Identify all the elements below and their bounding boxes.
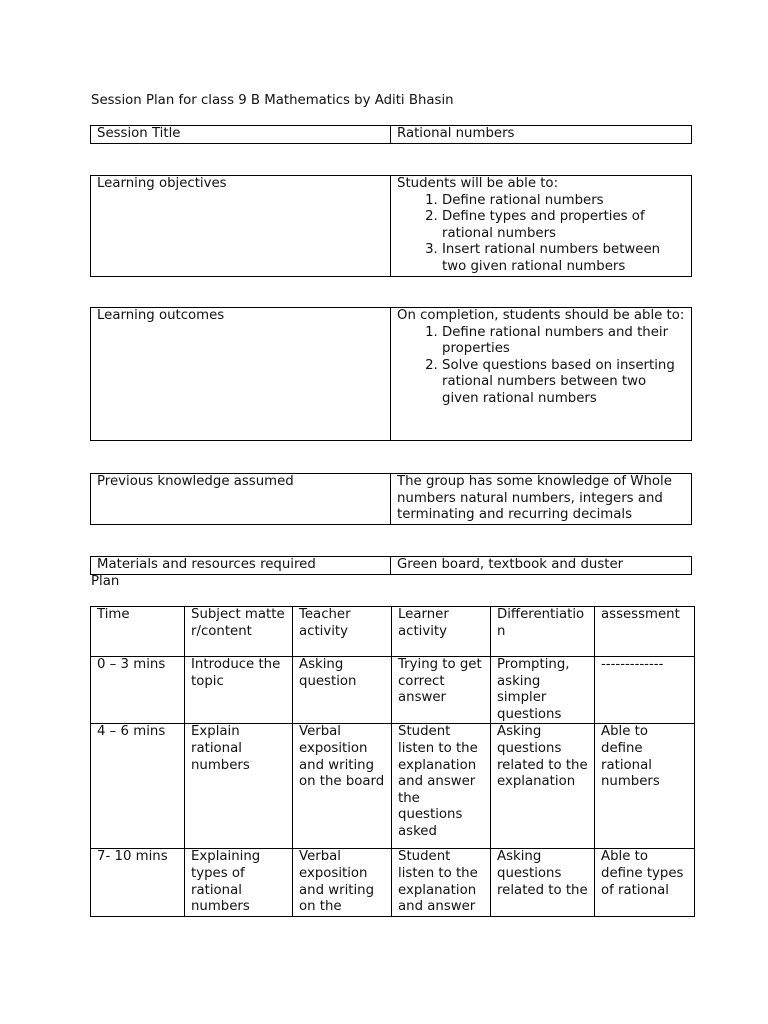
materials-table bbox=[90, 556, 692, 575]
table-cell: Student listen to the explanation and answer bbox=[392, 849, 491, 916]
learning-outcomes-label: Learning outcomes bbox=[91, 308, 391, 441]
table-row bbox=[91, 724, 695, 849]
objectives-intro: Students will be able to: bbox=[397, 176, 559, 191]
learning-objectives-table bbox=[90, 175, 692, 277]
table-cell: Trying to get correct answer bbox=[392, 657, 491, 724]
materials-value: Green board, textbook and duster bbox=[391, 557, 692, 575]
learning-outcomes-table bbox=[90, 307, 692, 441]
table-row bbox=[91, 849, 695, 916]
plan-table bbox=[90, 606, 695, 917]
table-cell: 4 – 6 mins bbox=[91, 724, 185, 849]
list-item: 2. Solve questions based on inserting rational numbers between two given rational numbers bbox=[442, 358, 685, 408]
column-header: Learner activity bbox=[392, 607, 491, 657]
table-cell: ------------- bbox=[595, 657, 695, 724]
document-title: Session Plan for class 9 B Mathematics by Aditi Bhasin bbox=[91, 93, 454, 108]
table-cell: Student listen to the explanation and answer the questions asked bbox=[392, 724, 491, 849]
learning-objectives-label: Learning objectives bbox=[91, 176, 391, 277]
list-item: 3. Insert rational numbers between two given rational numbers bbox=[442, 242, 685, 275]
learning-objectives-value bbox=[391, 176, 692, 277]
column-header: Differentiation bbox=[491, 607, 595, 657]
materials-label: Materials and resources required bbox=[91, 557, 391, 575]
table-cell: Explain rational numbers bbox=[185, 724, 293, 849]
table-cell: 7- 10 mins bbox=[91, 849, 185, 916]
table-cell: Able to define rational numbers bbox=[595, 724, 695, 849]
list-item: 1. Define rational numbers bbox=[442, 193, 685, 210]
table-cell: Asking question bbox=[293, 657, 392, 724]
session-title-table bbox=[90, 125, 692, 144]
table-cell: Asking questions related to the bbox=[491, 849, 595, 916]
table-cell: Able to define types of rational bbox=[595, 849, 695, 916]
table-cell: Prompting, asking simpler questions bbox=[491, 657, 595, 724]
outcomes-intro: On completion, students should be able to: bbox=[397, 308, 685, 323]
table-cell: Explaining types of rational numbers bbox=[185, 849, 293, 916]
table-header-row bbox=[91, 607, 695, 657]
previous-knowledge-value: The group has some knowledge of Whole numbers natural numbers, integers and terminating and recurring decimals bbox=[391, 474, 692, 525]
table-cell: 0 – 3 mins bbox=[91, 657, 185, 724]
column-header: Teacher activity bbox=[293, 607, 392, 657]
objectives-list bbox=[397, 193, 685, 276]
list-item: 1. Define rational numbers and their properties bbox=[442, 325, 685, 358]
column-header: assessment bbox=[595, 607, 695, 657]
table-cell: Asking questions related to the explanation bbox=[491, 724, 595, 849]
column-header: Time bbox=[91, 607, 185, 657]
table-cell: Verbal exposition and writing on the board bbox=[293, 724, 392, 849]
session-title-value: Rational numbers bbox=[391, 126, 692, 144]
table-cell: Verbal exposition and writing on the bbox=[293, 849, 392, 916]
list-item: 2. Define types and properties of rational numbers bbox=[442, 209, 685, 242]
previous-knowledge-label: Previous knowledge assumed bbox=[91, 474, 391, 525]
outcomes-list bbox=[397, 325, 685, 408]
plan-label: Plan bbox=[91, 574, 120, 589]
learning-outcomes-value bbox=[391, 308, 692, 441]
table-row bbox=[91, 657, 695, 724]
table-cell: Introduce the topic bbox=[185, 657, 293, 724]
session-title-label: Session Title bbox=[91, 126, 391, 144]
previous-knowledge-table bbox=[90, 473, 692, 525]
column-header: Subject matter/content bbox=[185, 607, 293, 657]
